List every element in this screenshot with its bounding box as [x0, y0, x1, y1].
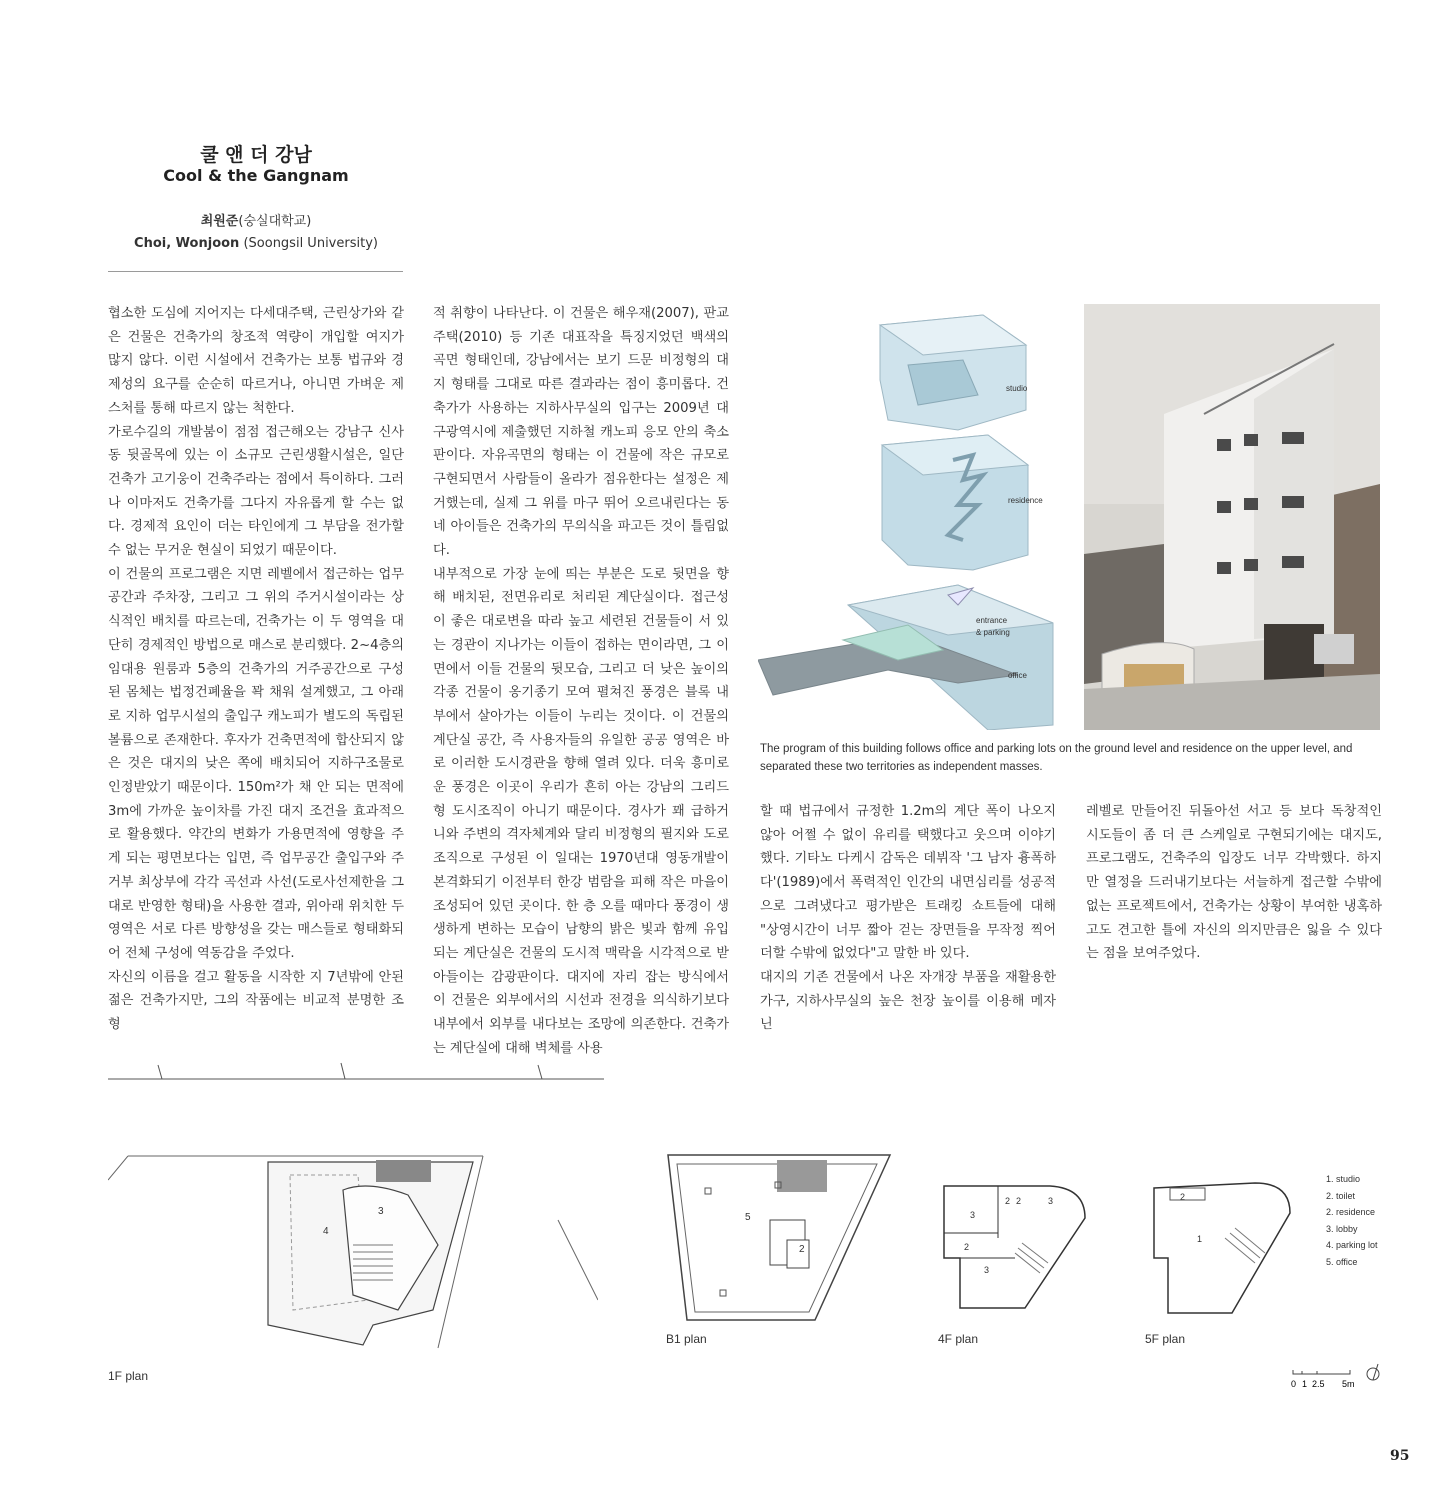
office-volume [758, 585, 1053, 730]
program-axonometric-diagram [758, 305, 1058, 730]
plan-1f-drawing [108, 1150, 598, 1360]
author-kr-affiliation: (숭실대학교) [238, 214, 312, 229]
scale-tick-0: 0 [1291, 1379, 1297, 1389]
paragraph: 내부적으로 가장 눈에 띄는 부분은 도로 뒷면을 향해 배치된, 전면유리로 처리된 계단실이다. 접근성이 좋은 대로변을 따라 높고 세련된 건물들이 서 있는 경관이 지나가는 이들이 접하는 면이라면, 그 이면에서 이들 건물의 뒷모습, 그리고 더 낮은 높이의 각종 건물이 옹기종기 모여 펼쳐진 풍경은 블록 내부에서 살아가는 이들이 누리는 것이다. 이 건물의 계단실 공간, 즉 사용자들의 유일한 공공 영역은 바로 이러한 도시경관을 향해 열려 있다. 더욱 흥미로운 풍경은 이곳이 우리가 흔히 아는 강남의 그리드형 도시조직이 아니기 때문이다. 경사가 꽤 급하거니와 주변의 격자체계와 달리 비정형의 필지와 도로 조직으로 구성된 이 일대는 1970년대 영동개발이 본격화되기 이전부터 한강 범람을 피해 작은 마을이 조성되어 있던 곳이다. 한 층 오를 때마다 풍경이 생생하게 변하는 모습이 남향의 밝은 빛과 함께 유입되는 계단실은 건물의 도시적 맥락을 시각적으로 받아들이는 감광판이다. 대지에 자리 잡는 방식에서 이 건물은 외부에서의 시선과 전경을 의식하기보다 내부에서 외부를 내다보는 조망에 의존한다. 건축가는 계단실에 대해 벽체를 사용 [433, 566, 729, 1056]
author-en-affiliation: (Soongsil University) [239, 236, 378, 251]
scale-tick-3: 5m [1342, 1379, 1355, 1389]
plan-4f-drawing [940, 1178, 1090, 1313]
site-section-line [108, 1060, 608, 1085]
body-column-2 [433, 302, 729, 1061]
article-title-english: Cool & the Gangnam [163, 166, 349, 185]
paragraph: 적 취향이 나타난다. 이 건물은 해우재(2007), 판교주택(2010) 등 기존 대표작을 특징지었던 백색의 곡면 형태인데, 강남에서는 보기 드문 비정형의 대지 형태를 그대로 따른 결과라는 점이 흥미롭다. 건축가가 사용하는 지하사무실의 입구는 2009년 대구광역시에 제출했던 지하철 캐노피 응모 안의 축소판이다. 자유곡면의 형태는 이 건물에 작은 규모로 구현되면서 사람들이 올라가 점유한다는 설정은 제거했는데, 실제 그 위를 마구 뛰어 오르내린다는 동네 아이들은 건축가의 무의식을 파고든 것이 틀림없다. [433, 306, 729, 559]
plan-b1-room-5: 5 [745, 1212, 751, 1223]
building-photo [1084, 304, 1380, 730]
plan-1f-room-4: 4 [323, 1226, 329, 1237]
plan-b1-label: B1 plan [666, 1332, 707, 1346]
paragraph: 할 때 법규에서 규정한 1.2m의 계단 폭이 나오지 않아 어쩔 수 없이 유리를 택했다고 웃으며 이야기했다. 기타노 다케시 감독은 데뷔작 '그 남자 흉폭하다'(1989)에서 폭력적인 인간의 내면심리를 성공적으로 그려냈다고 평가받은 트래킹 쇼트들에 대해 "상영시간이 너무 짧아 걷는 장면들을 무작정 찍어 더할 수밖에 없었다"고 말한 바 있다. [760, 804, 1056, 962]
plan-b1-room-2: 2 [799, 1244, 805, 1255]
plan-5f-drawing [1150, 1178, 1295, 1318]
legend-item: 2. residence [1326, 1207, 1376, 1217]
scale-tick-2: 2.5 [1312, 1379, 1325, 1389]
diagram-label-entrance: entrance [976, 616, 1008, 625]
paragraph: 자신의 이름을 걸고 활동을 시작한 지 7년밖에 안된 젊은 건축가지만, 그의 작품에는 비교적 분명한 조형 [108, 969, 404, 1033]
legend-item: 5. office [1326, 1256, 1358, 1267]
plan-5f-label: 5F plan [1145, 1332, 1186, 1346]
legend-item: 1. studio [1326, 1174, 1361, 1184]
legend-item: 3. lobby [1326, 1223, 1358, 1234]
page-number: 95 [1390, 1448, 1410, 1464]
author-kr-name: 최원준 [200, 214, 239, 229]
paragraph: 레벨로 만들어진 뒤돌아선 서고 등 보다 독창적인 시도들이 좀 더 큰 스케일로 구현되기에는 대지도, 프로그램도, 건축주의 입장도 너무 각박했다. 하지만 열정을 드러내기보다는 서늘하게 접근할 수밖에 없는 프로젝트에서, 건축가는 상황이 부여한 냉혹하고도 견고한 틀에 자신의 의지만큼은 잃을 수 있다는 점을 보여주었다. [1086, 804, 1382, 962]
diagram-label-studio: studio [1006, 384, 1028, 393]
plan-b1-drawing [665, 1150, 895, 1330]
legend-item: 2. toilet [1326, 1190, 1356, 1201]
body-column-4 [1086, 800, 1382, 966]
plan-4f-room-3b: 3 [1048, 1196, 1054, 1206]
article-title-korean: 쿨 앤 더 강남 [200, 144, 312, 166]
scale-tick-1: 1 [1302, 1379, 1308, 1389]
paragraph: 대지의 기존 건물에서 나온 자개장 부품을 재활용한 가구, 지하사무실의 높은 천장 높이를 이용해 메자닌 [760, 969, 1056, 1033]
plan-4f-room-2c: 2 [964, 1242, 970, 1252]
plan-1f-room-3: 3 [378, 1206, 384, 1217]
plan-5f-room-1: 1 [1197, 1234, 1203, 1244]
body-column-3 [760, 800, 1056, 1037]
north-arrow-icon [1367, 1368, 1379, 1380]
plan-legend [1326, 1171, 1378, 1270]
plan-4f-label: 4F plan [938, 1332, 979, 1346]
author-english [108, 236, 404, 251]
diagram-label-residence: residence [1008, 496, 1043, 505]
plan-4f-room-3c: 3 [984, 1265, 990, 1275]
diagram-label-parking: & parking [976, 628, 1010, 637]
plan-4f-room-2b: 2 [1016, 1196, 1022, 1206]
studio-volume [880, 315, 1026, 430]
legend-item: 4. parking lot [1326, 1240, 1378, 1250]
plan-5f-room-2: 2 [1180, 1192, 1186, 1202]
plan-4f-room-2a: 2 [1005, 1196, 1011, 1206]
plan-1f-label: 1F plan [108, 1369, 149, 1383]
figure-caption: The program of this building follows office and parking lots on the ground level and residence on the upper level, and separated these two territories as independent masses. [760, 743, 1353, 773]
paragraph: 이 건물의 프로그램은 지면 레벨에서 접근하는 업무공간과 주차장, 그리고 그 위의 주거시설이라는 상식적인 배치를 따르는데, 건축가는 이 두 영역을 대단히 경제적인 방법으로 매스로 분리했다. 2~4층의 임대용 원룸과 5층의 건축가의 거주공간으로 구성된 몸체는 법정건폐율을 꽉 채워 설계했고, 그 아래로 지하 업무시설의 출입구 캐노피가 별도의 독립된 볼륨으로 존재한다. 후자가 건축면적에 합산되지 않은 것은 대지의 낮은 쪽에 배치되어 지하구조물로 인정받았기 때문이다. 150m²가 채 안 되는 면적에 3m에 가까운 높이차를 가진 대지 조건을 효과적으로 활용했다. 약간의 변화가 가용면적에 영향을 주게 되는 평면보다는 입면, 즉 업무공간 출입구와 주거부 최상부에 각각 곡선과 사선(도로사선제한을 그대로 반영한 형태)을 사용한 결과, 위아래 위치한 두 영역은 서로 다른 방향성을 갖는 매스들로 형태화되어 전체 구성에 역동감을 주었다. [108, 566, 404, 961]
residence-volume [882, 435, 1028, 570]
paragraph: 가로수길의 개발붐이 점점 접근해오는 강남구 신사동 뒷골목에 있는 이 소규모 근린생활시설은, 일단 건축가 고기웅이 건축주라는 점에서 특이하다. 그러나 이마저도 건축가를 그다지 자유롭게 할 수는 없다. 경제적 요인이 더는 타인에게 그 부담을 전가할 수 없는 무거운 현실이 되었기 때문이다. [108, 424, 404, 559]
author-en-name: Choi, Wonjoon [134, 236, 240, 251]
plan-4f-room-3a: 3 [970, 1210, 976, 1220]
diagram-label-office: office [1008, 671, 1027, 680]
title-divider [108, 271, 403, 272]
paragraph: 협소한 도심에 지어지는 다세대주택, 근린상가와 같은 건물은 건축가의 창조적 역량이 개입할 여지가 많지 않다. 이런 시설에서 건축가는 보통 법규와 경제성의 요구를 순순히 따르거나, 아니면 가벼운 제스처를 통해 따르지 않는 척한다. [108, 306, 404, 416]
scale-bar [1290, 1362, 1390, 1392]
author-korean [108, 210, 404, 229]
body-column-1 [108, 302, 404, 1037]
